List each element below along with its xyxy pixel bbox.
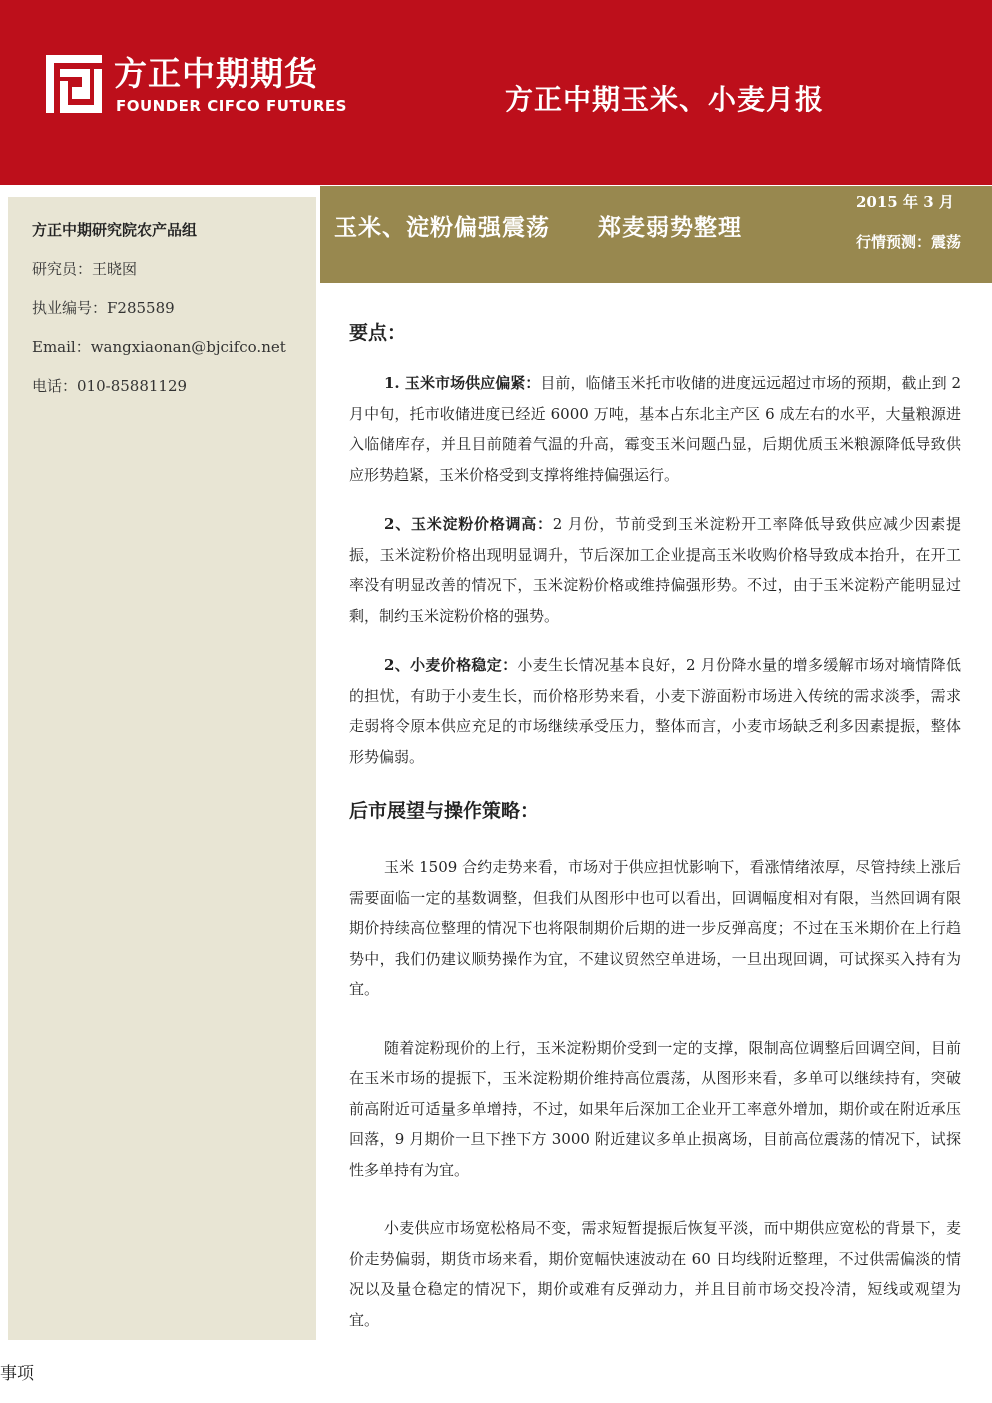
key-point-body: 小麦生长情况基本良好，2 月份降水量的增多缓解市场对墒情降低的担忧，有助于小麦生长，而价格形势来看，小麦下游面粉市场进入传统的需求淡季，需求走弱将令原本供应充足的市场继续承受压力，整体而言，小麦市场缺乏利多因素提振，整体形势偏弱。 xyxy=(349,656,961,766)
author-sidebar xyxy=(8,197,316,1340)
market-forecast: 行情预测：震荡 xyxy=(856,233,962,251)
report-date: 2015 年 3 月 xyxy=(856,193,954,211)
report-title: 方正中期玉米、小麦月报 xyxy=(505,83,825,116)
key-point-heading: 2、玉米淀粉价格调高： xyxy=(384,515,553,533)
outlook-paragraph: 小麦供应市场宽松格局不变，需求短暂提振后恢复平淡，而中期供应宽松的背景下，麦价走势偏弱，期货市场来看，期价宽幅快速波动在 60 日均线附近整理，不过供需偏淡的情况以及量仓稳定的情况下，期价或难有反弹动力，并且目前市场交投冷清，短线或观望为宜。 xyxy=(349,1219,961,1329)
key-point-body: 目前，临储玉米托市收储的进度远远超过市场的预期，截止到 2 月中旬，托市收储进度已经近 6000 万吨，基本占东北主产区 6 成左右的水平，大量粮源进入临储库存，并且目前随着气温的升高，霉变玉米问题凸显，后期优质玉米粮源降低导致供应形势趋紧，玉米价格受到支撑将维持偏强运行。 xyxy=(349,374,961,484)
founder-logo-icon xyxy=(46,55,102,113)
footer-text-fragment: 事项 xyxy=(0,1364,34,1384)
logo-english-name: FOUNDER CIFCO FUTURES xyxy=(116,97,347,115)
key-point-heading: 1. 玉米市场供应偏紧： xyxy=(384,374,541,392)
license-number: 执业编号：F285589 xyxy=(32,299,175,317)
outlook-paragraph: 随着淀粉现价的上行，玉米淀粉期价受到一定的支撑，限制高位调整后回调空间，目前在玉米市场的提振下，玉米淀粉期价维持高位震荡，从图形来看，多单可以继续持有，突破前高附近可适量多单增持，不过，如果年后深加工企业开工率意外增加，期价或在附近承压回落，9 月期价一旦下挫下方 3000 附近建议多单止损离场，目前高位震荡的情况下，试探性多单持有为宜。 xyxy=(349,1038,961,1179)
contact-phone: 电话：010-85881129 xyxy=(32,377,188,395)
key-point-paragraph xyxy=(349,650,961,772)
topic-banner xyxy=(320,186,992,283)
report-body xyxy=(349,318,961,1335)
key-points-heading: 要点： xyxy=(349,322,407,344)
researcher-name: 研究员：王晓囡 xyxy=(32,260,138,278)
outlook-paragraph: 玉米 1509 合约走势来看，市场对于供应担忧影响下，看涨情绪浓厚，尽管持续上涨后需要面临一定的基数调整，但我们从图形中也可以看出，回调幅度相对有限，当然回调有限期价持续高位整理的情况下也将限制期价后期的进一步反弹高度；不过在玉米期价在上行趋势中，我们仍建议顺势操作为宜，不建议贸然空单进场，一旦出现回调，可试探买入持有为宜。 xyxy=(349,858,961,998)
topic-title: 玉米、淀粉偏强震荡 郑麦弱势整理 xyxy=(334,214,742,241)
department-name: 方正中期研究院农产品组 xyxy=(32,221,198,239)
contact-email: Email：wangxiaonan@bjcifco.net xyxy=(32,338,286,356)
key-point-paragraph xyxy=(349,509,961,631)
logo-chinese-name: 方正中期期货 xyxy=(114,54,318,93)
key-point-body: 2 月份，节前受到玉米淀粉开工率降低导致供应减少因素提振，玉米淀粉价格出现明显调升，节后深加工企业提高玉米收购价格导致成本抬升，在开工率没有明显改善的情况下，玉米淀粉价格或维持偏强形势。不过，由于玉米淀粉产能明显过剩，制约玉米淀粉价格的强势。 xyxy=(349,515,961,625)
key-point-paragraph xyxy=(349,368,961,490)
report-header xyxy=(0,0,992,185)
key-point-heading: 2、小麦价格稳定： xyxy=(384,656,518,674)
outlook-heading: 后市展望与操作策略： xyxy=(349,800,540,822)
